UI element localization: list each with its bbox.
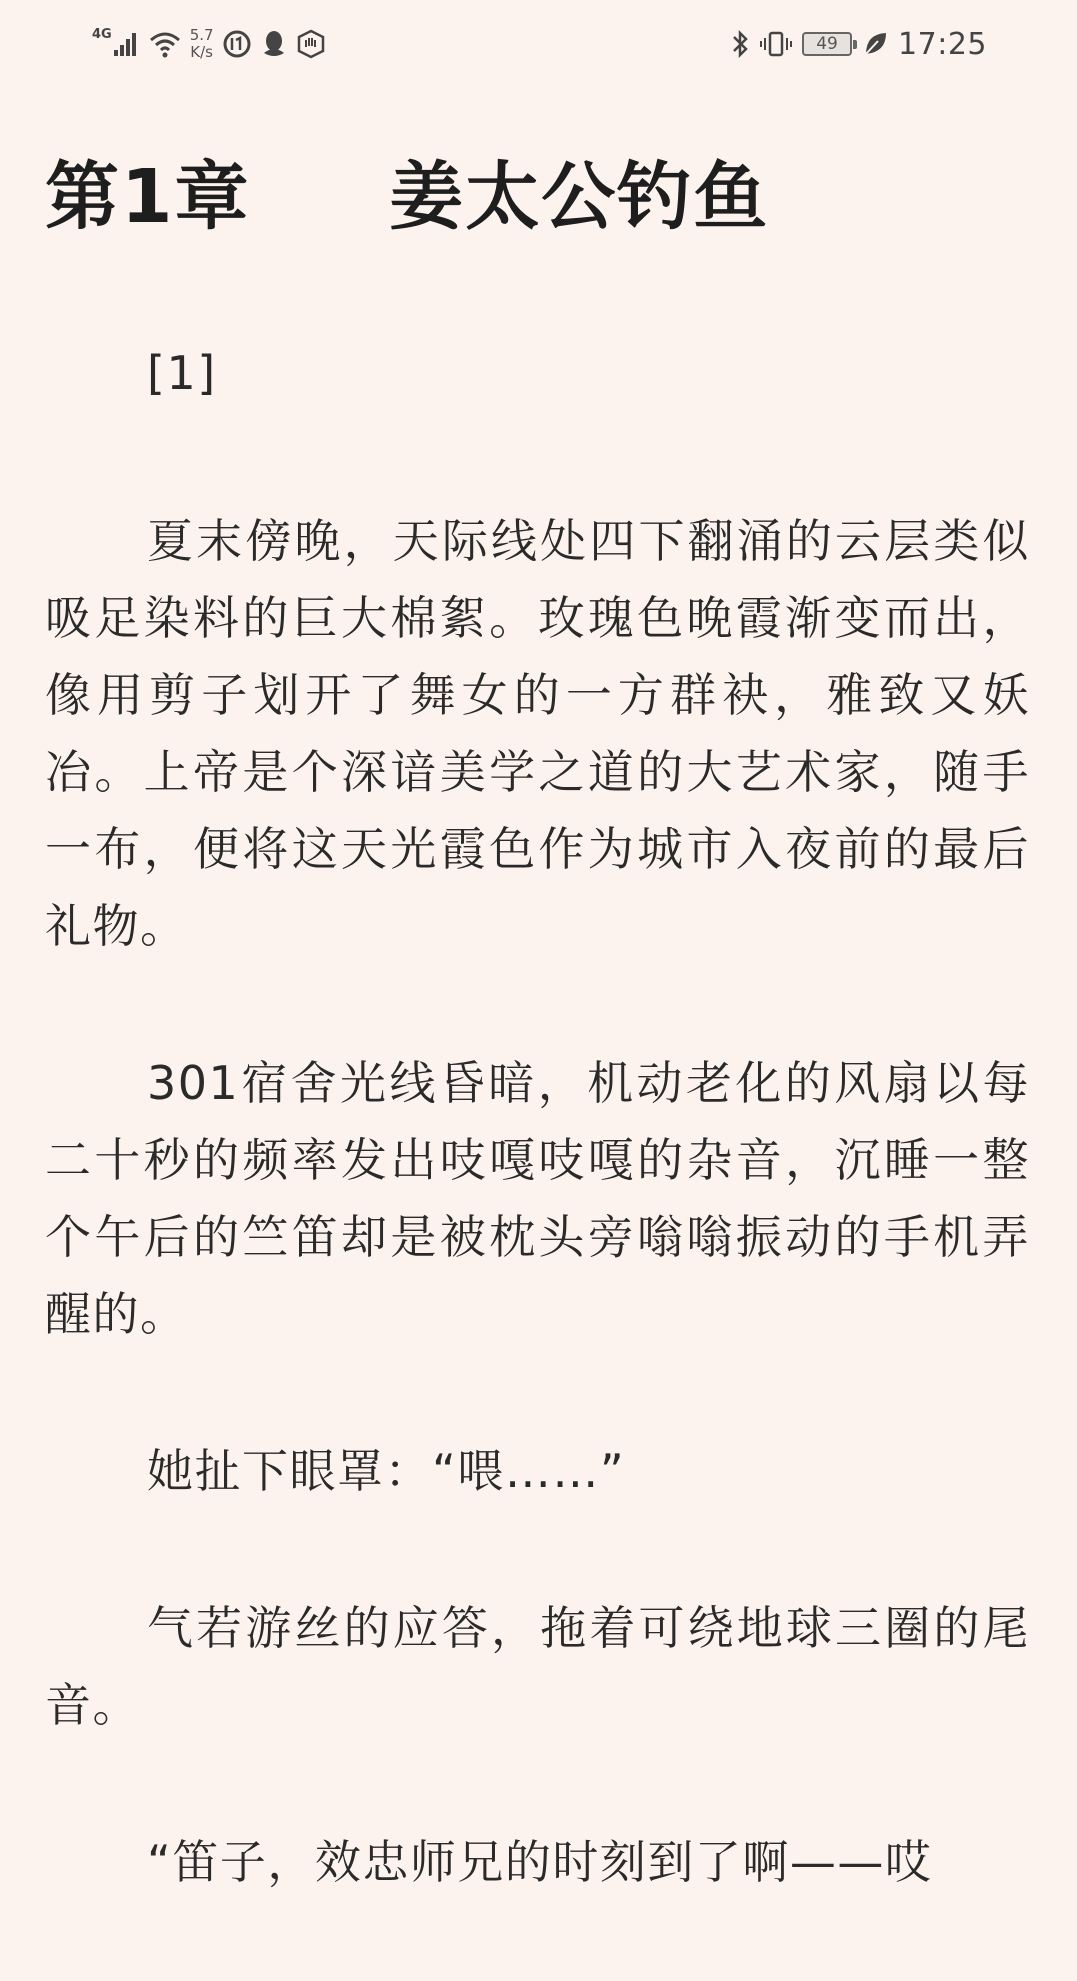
paragraph: 她扯下眼罩：“喂……” — [147, 1444, 626, 1498]
network-type: 4G — [92, 26, 112, 42]
network-speed — [190, 27, 214, 61]
speed-value: 5.7 — [189, 26, 214, 44]
wifi-icon — [148, 30, 182, 58]
clock-time: 17:25 — [898, 26, 987, 62]
status-left — [92, 22, 326, 66]
battery-icon — [802, 32, 852, 56]
leaf-icon — [862, 30, 888, 58]
paragraph: 301宿舍光线昏暗，机动老化的风扇以每二十秒的频率发出吱嘎吱嘎的杂音，沉睡一整个午后的竺笛却是被枕头旁嗡嗡振动的手机弄醒的。 — [45, 1056, 1030, 1341]
chapter-title: 第1章 姜太公钓鱼 — [45, 154, 770, 240]
shield-hand-icon — [296, 29, 326, 59]
battery-level: 49 — [816, 34, 838, 54]
paragraph: 夏末傍晚，天际线处四下翻涌的云层类似吸足染料的巨大棉絮。玫瑰色晚霞渐变而出，像用剪子划开了舞女的一方群袂，雅致又妖冶。上帝是个深谙美学之道的大艺术家，随手一布，便将这天光霞色作为城市入夜前的最后礼物。 — [45, 514, 1030, 953]
vibrate-icon — [760, 29, 792, 59]
speed-unit: K/s — [190, 43, 213, 61]
status-right — [730, 22, 987, 66]
qq-icon — [260, 29, 288, 59]
chapter-body[interactable] — [45, 335, 1030, 1981]
status-bar — [0, 0, 1077, 86]
paragraph: 气若游丝的应答，拖着可绕地球三圈的尾音。 — [45, 1601, 1030, 1732]
data-saver-icon — [222, 29, 252, 59]
bluetooth-icon — [730, 29, 750, 59]
signal-icon — [92, 26, 140, 58]
paragraph: “笛子，效忠师兄的时刻到了啊——哎 — [147, 1835, 933, 1889]
paragraph-footnote-ref[interactable]: [1] — [147, 346, 217, 400]
